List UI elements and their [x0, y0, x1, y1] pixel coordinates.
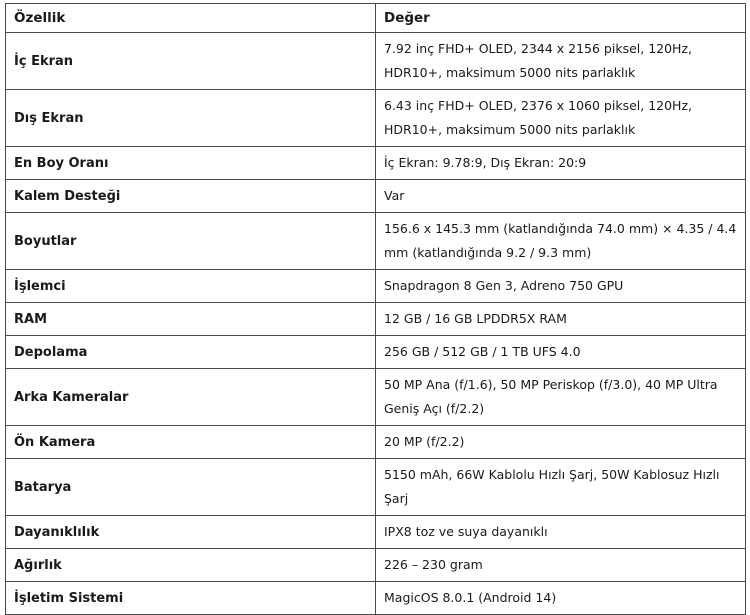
table-row: [6, 90, 746, 147]
table-row: [6, 303, 746, 336]
row-value: MagicOS 8.0.1 (Android 14): [376, 582, 746, 615]
row-label: Dayanıklılık: [6, 516, 376, 549]
row-label: İç Ekran: [6, 33, 376, 90]
spec-table: [5, 3, 746, 615]
row-value: 7.92 inç FHD+ OLED, 2344 x 2156 piksel, 120Hz, HDR10+, maksimum 5000 nits parlaklık: [376, 33, 746, 90]
table-row: [6, 426, 746, 459]
row-value: 256 GB / 512 GB / 1 TB UFS 4.0: [376, 336, 746, 369]
table-row: [6, 180, 746, 213]
row-label: İşletim Sistemi: [6, 582, 376, 615]
table-row: [6, 213, 746, 270]
table-header-row: [6, 4, 746, 33]
row-label: Depolama: [6, 336, 376, 369]
row-value: 20 MP (f/2.2): [376, 426, 746, 459]
row-value: 6.43 inç FHD+ OLED, 2376 x 1060 piksel, 120Hz, HDR10+, maksimum 5000 nits parlaklık: [376, 90, 746, 147]
row-value: 50 MP Ana (f/1.6), 50 MP Periskop (f/3.0), 40 MP Ultra Geniş Açı (f/2.2): [376, 369, 746, 426]
row-label: Dış Ekran: [6, 90, 376, 147]
row-label: Arka Kameralar: [6, 369, 376, 426]
table-row: [6, 336, 746, 369]
table-row: [6, 33, 746, 90]
row-label: Ön Kamera: [6, 426, 376, 459]
row-label: En Boy Oranı: [6, 147, 376, 180]
table-row: [6, 270, 746, 303]
row-label: Kalem Desteği: [6, 180, 376, 213]
row-value: 156.6 x 145.3 mm (katlandığında 74.0 mm) × 4.35 / 4.4 mm (katlandığında 9.2 / 9.3 mm): [376, 213, 746, 270]
header-value: Değer: [376, 4, 746, 33]
row-value: 5150 mAh, 66W Kablolu Hızlı Şarj, 50W Kablosuz Hızlı Şarj: [376, 459, 746, 516]
table-row: [6, 147, 746, 180]
row-value: IPX8 toz ve suya dayanıklı: [376, 516, 746, 549]
table-row: [6, 369, 746, 426]
row-label: RAM: [6, 303, 376, 336]
table-row: [6, 516, 746, 549]
row-label: İşlemci: [6, 270, 376, 303]
row-label: Ağırlık: [6, 549, 376, 582]
table-row: [6, 549, 746, 582]
row-value: İç Ekran: 9.78:9, Dış Ekran: 20:9: [376, 147, 746, 180]
table-row: [6, 459, 746, 516]
header-feature: Özellik: [6, 4, 376, 33]
row-label: Batarya: [6, 459, 376, 516]
table-row: [6, 582, 746, 615]
row-value: Var: [376, 180, 746, 213]
row-value: Snapdragon 8 Gen 3, Adreno 750 GPU: [376, 270, 746, 303]
row-value: 12 GB / 16 GB LPDDR5X RAM: [376, 303, 746, 336]
row-label: Boyutlar: [6, 213, 376, 270]
row-value: 226 – 230 gram: [376, 549, 746, 582]
